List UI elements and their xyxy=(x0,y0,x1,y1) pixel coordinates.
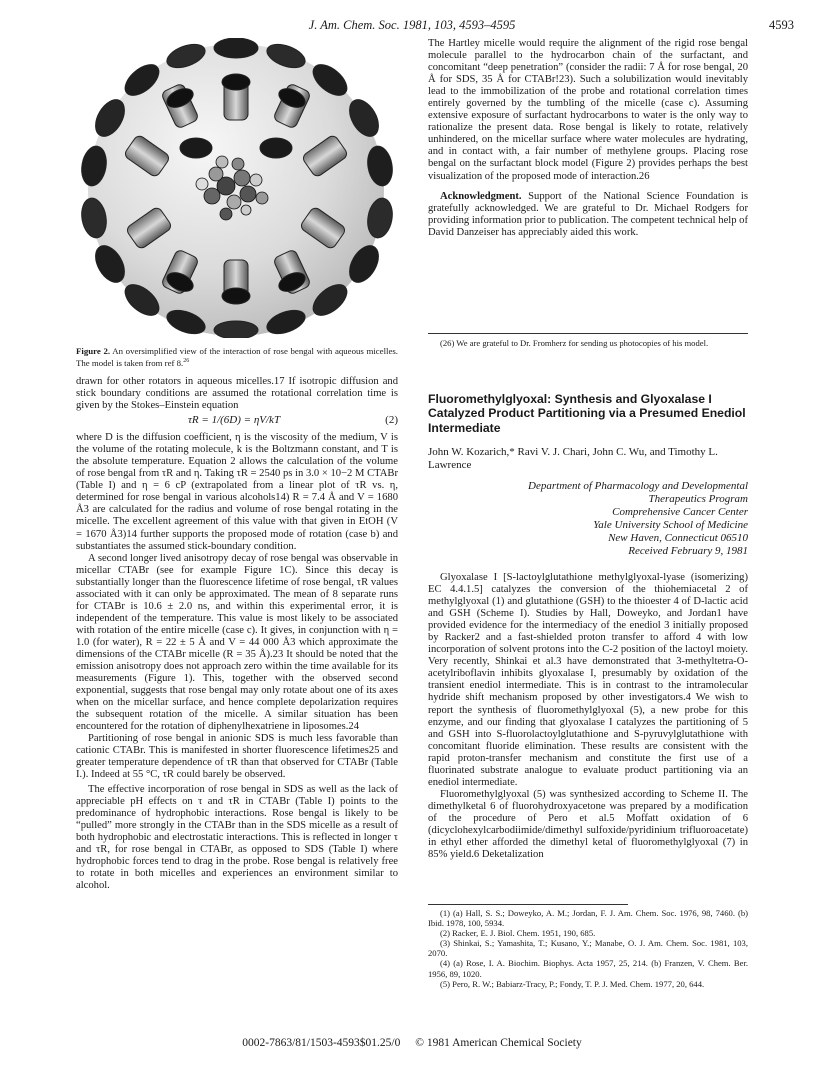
affiliation-line-1: Department of Pharmacology and Developmental xyxy=(528,480,748,492)
micelle-model-image xyxy=(76,38,398,338)
left-paragraph-1: drawn for other rotators in aqueous micelles.17 If isotropic diffusion and stick boundary conditions are assumed the rotational correlation time is given by the Stokes–Einstein equation xyxy=(76,376,398,412)
figure-caption-label: Figure 2. xyxy=(76,346,111,356)
affiliation-block xyxy=(428,480,748,558)
figure-micelle-model xyxy=(76,38,398,338)
affiliation-line-4: Yale University School of Medicine xyxy=(593,519,748,531)
journal-citation: J. Am. Chem. Soc. 1981, 103, 4593–4595 xyxy=(308,18,516,32)
reference-5: (5) Pero, R. W.; Babiarz-Tracy, P.; Fondy, T. P. J. Med. Chem. 1977, 20, 644. xyxy=(440,978,705,989)
left-column xyxy=(76,376,398,892)
references xyxy=(428,908,748,989)
page-footer xyxy=(0,1037,824,1049)
acknowledgment-label: Acknowledgment. xyxy=(440,190,522,202)
equation-2 xyxy=(76,414,398,430)
equation-number: (2) xyxy=(385,414,398,427)
right-column xyxy=(428,38,748,239)
equation-text: τR = 1/(6D) = ηV/kT xyxy=(188,414,281,427)
body-paragraph-2: Fluoromethylglyoxal (5) was synthesized according to Scheme II. The dimethylketal 6 of fluorohydroxyacetone was prepared by a modification of the procedure of Pero et al.5 Moffatt oxidation of 6 (dicyclohexylcarbodiimide/dimethyl sulfoxide/pyridinium trifluoroacetate) in ethyl ether afforded the dimethyl ketal of fluoromethylglyoxal (7) in 85% yield.6 Deketalization xyxy=(428,788,748,861)
reference-1: (1) (a) Hall, S. S.; Doweyko, A. M.; Jordan, F. J. Am. Chem. Soc. 1976, 98, 7460. (b) Ibid. 1978, 100, 5934. xyxy=(428,908,748,929)
reference-2: (2) Racker, E. J. Biol. Chem. 1951, 190, 685. xyxy=(440,928,596,939)
right-paragraph-1: The Hartley micelle would require the alignment of the rigid rose bengal molecule parallel to the hydrocarbon chain of the surfactant, and concomitant “deep penetration” (consider the radii: 7 Å for rose bengal, 20 Å for SDS, 35 Å for CTABr!23). Such a solubilization would inevitably lead to the immobilization of the probe and rotational correlation times entirely governed by the tumbling of the micelle (case c). Assuming extensive exposure of surfactant hydrocarbons to water is the only way to rationalize the present data. Rose bengal is likely to rotate, relatively unhindered, on the micellar surface where water molecules are hydrating, and in contact with, a fair number of methylene groups. Placing rose bengal on the surfactant block model (Figure 2) provides perhaps the best visualization of the proposed mode of interaction.26 xyxy=(428,38,748,182)
received-date: Received February 9, 1981 xyxy=(628,545,748,557)
reference-4: (4) (a) Rose, I. A. Biochim. Biophys. Acta 1957, 25, 214. (b) Franzen, V. Chem. Ber. 1956, 89, 1020. xyxy=(428,958,748,979)
footnote-divider xyxy=(428,333,748,334)
acknowledgment-text: Support of the National Science Foundation is gratefully acknowledged. We are grateful to Dr. Michael Rodgers for providing information prior to publication. The competent technical help of David Danzeiser has appreciably aided this work. xyxy=(428,190,748,238)
references-divider xyxy=(428,904,628,905)
footnote-26-text: (26) We are grateful to Dr. Fromherz for sending us photocopies of his model. xyxy=(440,338,709,348)
left-paragraph-3: A second longer lived anisotropy decay of rose bengal was observable in micellar CTABr (see for example Figure 1C). Since this decay is substantially longer than the fluorescence lifetime of rose bengal, τR values associated with it can only be approximated. The mean of 8 separate runs for CTABr is 10.6 ± 2.0 ns, and within this experimental error, it is independent of the temperature. This value is most likely to be associated with rotation of the entire micelle (case c). It gives, in conjunction with η = 1.0 (for water), R = 22 ± 5 Å and V = 44 000 Å3 which approximate the dimensions of the CTABr micelle (R = 35 Å).23 It should be noted that the emission anisotropy does not approach zero within the time available for its measurements (Figure 1). This, together with the observed second exponential, suggests that rose bengal may only rotate about one of its axes when on the micellar surface, and hence complete depolarization requires the subsequent rotation of the micelle. A similar situation has been encountered for the rotation of diphenylhexatriene in liposomes.24 xyxy=(76,552,398,733)
article-title-text: Fluoromethylglyoxal: Synthesis and Glyoxalase I Catalyzed Product Partitioning via a Presumed Enediol Intermediate xyxy=(428,392,746,435)
figure-caption-ref: 26 xyxy=(183,358,190,365)
figure-caption-text: An oversimplified view of the interaction of rose bengal with aqueous micelles. The model is taken from ref 8. xyxy=(76,346,398,369)
article-title xyxy=(428,392,748,435)
left-paragraph-2: where D is the diffusion coefficient, η is the viscosity of the medium, V is the volume of the rotating molecule, k is the Boltzmann constant, and T is the absolute temperature. Equation 2 allows the calculation of the volume of rose bengal from τR and η. Taking τR = 2540 ps in 3.0 × 10−2 M CTABr (Table I) and η = 6 cP (extrapolated from a linear plot of τR vs. η, determined for rose bengal in various alcohols14) R = 7.4 Å and V = 1680 Å3 are calculated for the radius and volume of rose bengal rotating in the micelle. The excellent agreement of this value with that given in EtOH (V = 1670 Å3)14 further supports the proposed mode of rotation (case b) and substantiates the assumed stick-boundary condition. xyxy=(76,432,398,552)
affiliation-line-2: Therapeutics Program xyxy=(648,493,748,505)
author-block xyxy=(428,446,748,472)
running-header xyxy=(0,18,824,34)
article-body xyxy=(428,572,748,861)
reference-3: (3) Shinkai, S.; Yamashita, T.; Kusano, Y.; Manabe, O. J. Am. Chem. Soc. 1981, 103, 2070. xyxy=(428,938,748,959)
footnote-26 xyxy=(428,338,748,348)
left-paragraph-5: The effective incorporation of rose bengal in SDS as well as the lack of appreciable pH effects on τ and τR in CTABr (Table I) points to the predominance of hydrophobic interactions. Rose bengal is likely to be “pulled” more strongly in the CTABr than in the SDS micelle as a result of both hydrophobic and electrostatic interactions. This is reflected in longer τ and τR, for rose bengal in CTABr, as opposed to SDS (Table I) where hydrophobic forces tend to drag in the probe. Rose bengal is relatively free to rotate in both micelles and experiences an environment similar to alcohol. xyxy=(76,783,398,891)
body-paragraph-1: Glyoxalase I [S-lactoylglutathione methylglyoxal-lyase (isomerizing) EC 4.4.1.5] catalyzes the conversion of the thiohemiacetal 2 of methylglyoxal (1) and glutathione (GSH) to the thioester 4 of D-lactic acid and GSH (Scheme I). Studies by Hall, Doweyko, and Jordan1 have provided evidence for the intermediacy of the enediol 3 initially proposed by Racker2 and a fast-shielded proton transfer to afford 4 with low incorporation of solvent protons into the C-2 position of the lactoyl moiety. Very recently, Shinkai et al.3 have demonstrated that 3-methyltetra-O-acetylriboflavin inhibits glyoxalase I, presumably by oxidation of the transient enediol intermediate. This is in contrast to the intramolecular hydride shift mechanism proposed by other investigators.4 We wish to report the synthesis of fluoromethylglyoxal (5), a new probe for this enzyme, and our finding that glyoxalase I catalyzes the partitioning of 5 and GSH into S-fluorolactoylglutathione and S-pyruvylglutathione with concomitant fluoride elimination. These results are consistent with the rapid proton-transfer mechanism and constitute the first use of a fluorinated substrate analogue to evaluate product partitioning via an enediol intermediate. xyxy=(428,572,748,788)
acknowledgment xyxy=(428,191,748,239)
authors: John W. Kozarich,* Ravi V. J. Chari, John C. Wu, and Timothy L. Lawrence xyxy=(428,446,718,472)
article-code: 0002-7863/81/1503-4593$01.25/0 xyxy=(242,1037,401,1049)
left-paragraph-4: Partitioning of rose bengal in anionic SDS is much less favorable than cationic CTABr. This is manifested in shorter fluorescence lifetimes25 and greater temperature dependence of τR than that observed for CTABr (Table I.). Indeed at 55 °C, τR could barely be observed. xyxy=(76,733,398,781)
copyright: © 1981 American Chemical Society xyxy=(415,1037,582,1049)
affiliation-line-5: New Haven, Connecticut 06510 xyxy=(608,532,748,544)
figure-caption xyxy=(76,346,398,369)
page-number: 4593 xyxy=(769,18,794,32)
affiliation-line-3: Comprehensive Cancer Center xyxy=(612,506,748,518)
